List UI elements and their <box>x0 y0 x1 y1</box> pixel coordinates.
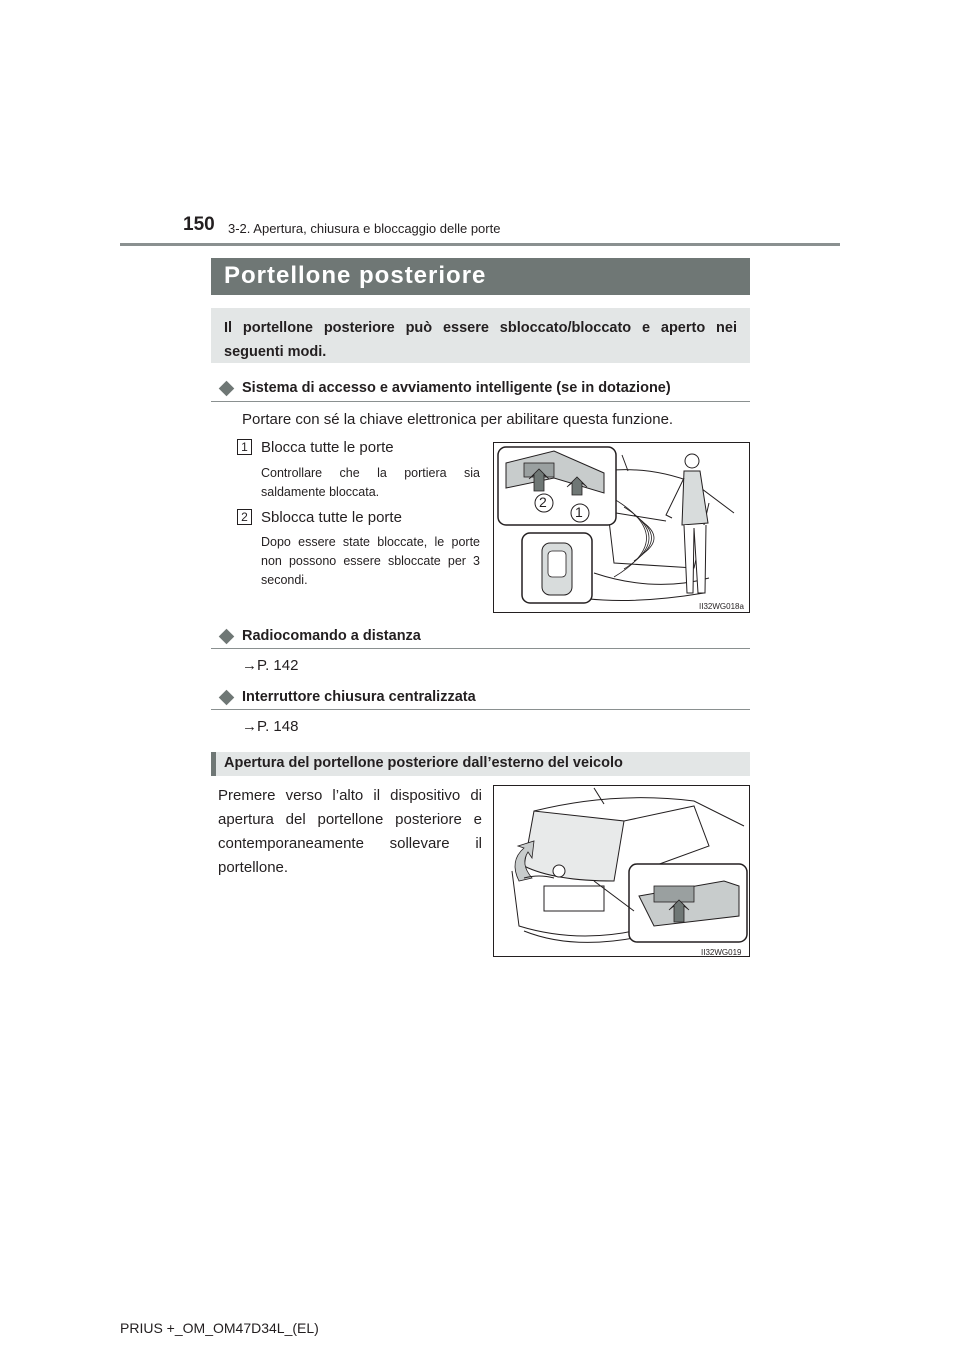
figure-code: II32WG019 <box>701 948 742 957</box>
smart-entry-figure <box>493 442 750 613</box>
opening-heading-text: Apertura del portellone posteriore dall’esterno del veicolo <box>224 755 623 771</box>
smart-entry-heading-text: Sistema di accesso e avviamento intelligente (se in dotazione) <box>242 380 671 396</box>
item-number-badge: 1 <box>237 439 252 455</box>
item-note-unlock: Dopo essere state bloccate, le porte non possono essere sbloccate per 3 secondi. <box>261 535 480 587</box>
item-label-lock: Blocca tutte le porte <box>261 439 394 456</box>
page-number: 150 <box>183 214 215 235</box>
central-lock-rule <box>211 709 750 710</box>
item-note-lock: Controllare che la portiera sia saldamente bloccata. <box>261 466 480 499</box>
figure-code: II32WG018a <box>699 602 744 611</box>
remote-page-link[interactable]: →P. 142 <box>242 657 299 674</box>
remote-heading <box>218 625 421 647</box>
smart-entry-description: Portare con sé la chiave elettronica per abilitare questa funzione. <box>242 411 674 428</box>
intro-text: Il portellone posteriore può essere sbloccato/bloccato e aperto nei seguenti modi. <box>224 320 737 360</box>
central-lock-page-link[interactable]: →P. 148 <box>242 718 299 735</box>
diamond-bullet-icon <box>219 380 235 396</box>
opening-heading <box>211 752 750 776</box>
item-number-badge: 2 <box>237 509 252 525</box>
tailgate-illustration <box>494 786 750 957</box>
header-divider <box>120 243 840 246</box>
smart-entry-rule <box>211 401 750 402</box>
diamond-bullet-icon <box>219 689 235 705</box>
page-title-bar <box>211 258 750 295</box>
smart-entry-heading <box>218 377 671 399</box>
opening-figure <box>493 785 750 957</box>
item-label-unlock: Sblocca tutte le porte <box>261 509 402 526</box>
smart-entry-illustration <box>494 443 750 613</box>
central-lock-heading-text: Interruttore chiusura centralizzata <box>242 689 476 705</box>
opening-text: Premere verso l’alto il dispositivo di apertura del portellone posteriore e contemporaneamente sollevare il portellone. <box>218 787 482 876</box>
remote-rule <box>211 648 750 649</box>
section-header: 3-2. Apertura, chiusura e bloccaggio delle porte <box>228 221 501 236</box>
central-lock-heading <box>218 686 476 708</box>
diamond-bullet-icon <box>219 628 235 644</box>
page-title: Portellone posteriore <box>224 262 487 289</box>
figure-callout-1: 1 <box>575 504 583 520</box>
intro-box <box>211 308 750 363</box>
footer-doc-code: PRIUS +_OM_OM47D34L_(EL) <box>120 1320 319 1336</box>
figure-callout-2: 2 <box>539 494 547 510</box>
remote-heading-text: Radiocomando a distanza <box>242 628 421 644</box>
